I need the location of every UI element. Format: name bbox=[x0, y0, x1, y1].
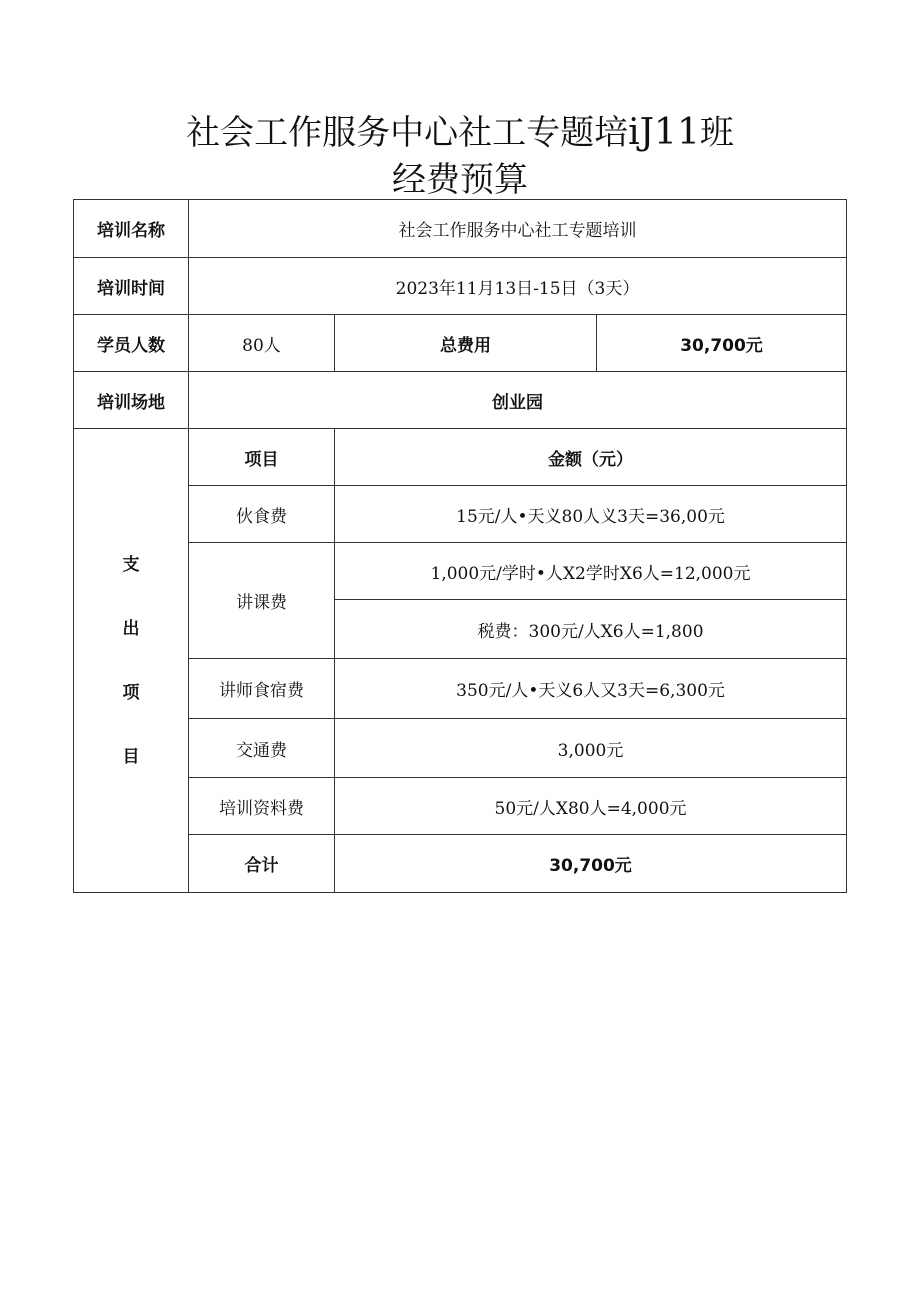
title-part-3: 班 bbox=[699, 113, 734, 153]
total-label: 合计 bbox=[189, 835, 335, 893]
row-expense-header bbox=[74, 429, 847, 486]
item-amount-lodging: 350元/人•天义6人又3天=6,300元 bbox=[335, 659, 847, 719]
row-lecture-fee bbox=[74, 543, 847, 600]
item-name-lecture: 讲课费 bbox=[189, 543, 335, 659]
label-students: 学员人数 bbox=[74, 315, 189, 372]
document-title-line-2: 经费预算 bbox=[392, 160, 528, 200]
label-total-cost: 总费用 bbox=[335, 315, 597, 372]
row-total bbox=[74, 835, 847, 893]
value-training-name: 社会工作服务中心社工专题培训 bbox=[189, 200, 847, 258]
item-amount-materials: 50元/人X80人=4,000元 bbox=[335, 778, 847, 835]
item-name-materials: 培训资料费 bbox=[189, 778, 335, 835]
row-lecturer-lodging bbox=[74, 659, 847, 719]
row-transport bbox=[74, 719, 847, 778]
item-amount-lecture: 1,000元/学时•人X2学时X6人=12,000元 bbox=[335, 543, 847, 600]
expense-char-3: 项 bbox=[122, 682, 140, 703]
value-total-cost: 30,700元 bbox=[597, 315, 847, 372]
document-title-line-1 bbox=[0, 111, 920, 155]
item-amount-transport: 3,000元 bbox=[335, 719, 847, 778]
row-materials bbox=[74, 778, 847, 835]
row-venue bbox=[74, 372, 847, 429]
item-name-transport: 交通费 bbox=[189, 719, 335, 778]
expense-char-2: 出 bbox=[122, 618, 140, 639]
value-students: 80人 bbox=[189, 315, 335, 372]
title-part-1: 社会工作服务中心社工专题培 bbox=[186, 113, 629, 153]
header-item: 项目 bbox=[189, 429, 335, 486]
item-amount-food: 15元/人•天义80人义3天=36,00元 bbox=[335, 486, 847, 543]
row-training-name bbox=[74, 200, 847, 258]
label-training-time: 培训时间 bbox=[74, 258, 189, 315]
budget-table bbox=[73, 199, 847, 893]
expense-char-4: 目 bbox=[122, 746, 140, 767]
header-amount: 金额（元） bbox=[335, 429, 847, 486]
title-part-2: iJ11 bbox=[628, 112, 700, 153]
label-venue: 培训场地 bbox=[74, 372, 189, 429]
row-food-cost bbox=[74, 486, 847, 543]
value-training-time: 2023年11月13日-15日（3天） bbox=[189, 258, 847, 315]
expense-char-1: 支 bbox=[122, 554, 140, 575]
row-students bbox=[74, 315, 847, 372]
item-name-food: 伙食费 bbox=[189, 486, 335, 543]
value-venue: 创业园 bbox=[189, 372, 847, 429]
item-amount-lecture-tax: 税费：300元/人X6人=1,800 bbox=[335, 600, 847, 659]
total-value: 30,700元 bbox=[335, 835, 847, 893]
row-training-time bbox=[74, 258, 847, 315]
label-training-name: 培训名称 bbox=[74, 200, 189, 258]
item-name-lodging: 讲师食宿费 bbox=[189, 659, 335, 719]
label-expense-items bbox=[74, 429, 189, 893]
